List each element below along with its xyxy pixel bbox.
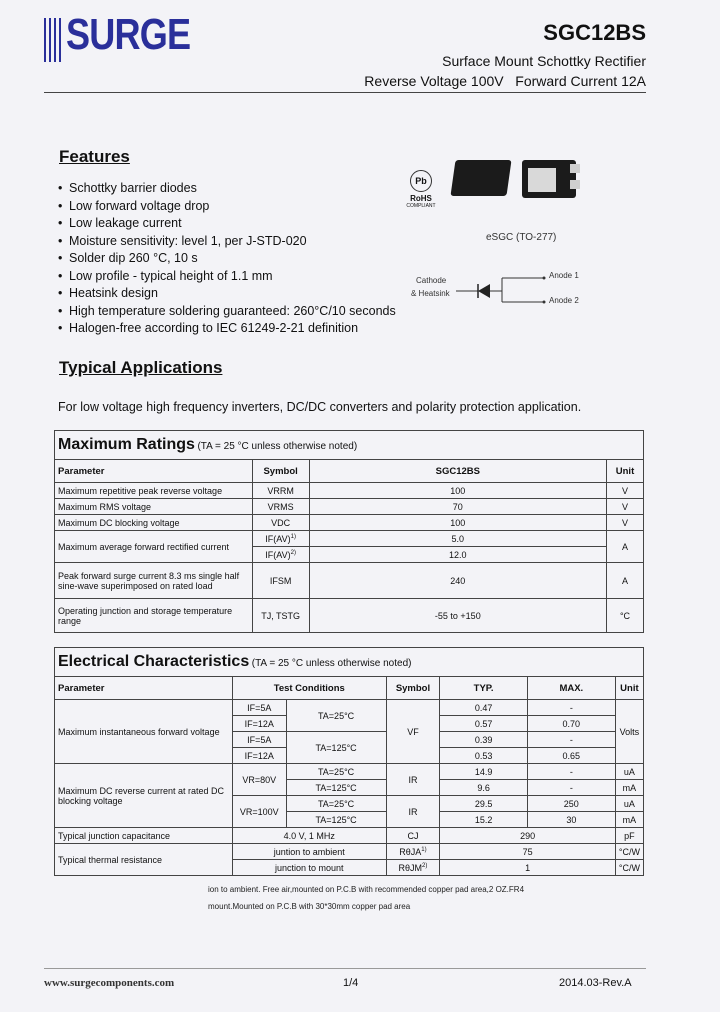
max-cell: 250 xyxy=(527,796,615,812)
unit-cell: uA xyxy=(615,764,643,780)
electrical-title: Electrical Characteristics xyxy=(58,653,250,670)
cond-cell: 4.0 V, 1 MHz xyxy=(232,828,386,844)
unit-cell: A xyxy=(607,563,644,599)
header-symbol: Symbol xyxy=(252,460,309,483)
value-cell: 70 xyxy=(309,499,606,515)
list-item: • Low forward voltage drop xyxy=(58,198,396,216)
typ-cell: 0.47 xyxy=(440,700,527,716)
logo: SURGE xyxy=(66,10,191,59)
max-ratings-title: Maximum Ratings xyxy=(58,436,195,453)
logo-bars xyxy=(44,18,64,62)
ta-cell: TA=125°C xyxy=(286,780,386,796)
unit-cell: °C xyxy=(607,599,644,633)
header-symbol: Symbol xyxy=(386,677,440,700)
table-row xyxy=(55,483,644,499)
symbol-cell: IF(AV)$^{2)}$ xyxy=(252,547,309,563)
header-unit: Unit xyxy=(615,677,643,700)
typ-cell: 0.39 xyxy=(440,732,527,748)
table-header-row xyxy=(55,677,644,700)
rohs-label: RoHS xyxy=(410,194,432,203)
unit-cell: °C/W xyxy=(615,860,643,876)
footnote-1: ion to ambient. Free air,mounted on P.C.B with recommended copper pad area,2 OZ.FR4 xyxy=(208,885,525,894)
max-cell: 0.65 xyxy=(527,748,615,764)
unit-cell: pF xyxy=(615,828,643,844)
features-list xyxy=(58,180,396,338)
unit-cell: V xyxy=(607,483,644,499)
ta-cell: TA=25°C xyxy=(286,764,386,780)
table-row xyxy=(55,515,644,531)
rohs-compliant: COMPLIANT xyxy=(406,203,436,209)
ta-cell: TA=125°C xyxy=(286,812,386,828)
param-cell: Operating junction and storage temperature range xyxy=(55,599,253,633)
features-title: Features xyxy=(59,147,130,166)
cond-cell: IF=5A xyxy=(232,732,286,748)
value-cell: 12.0 xyxy=(309,547,606,563)
param-cell: Maximum instantaneous forward voltage xyxy=(55,700,233,764)
symbol-cell: TJ, TSTG xyxy=(252,599,309,633)
symbol-cell: VRMS xyxy=(252,499,309,515)
cond-cell: IF=5A xyxy=(232,700,286,716)
max-cell: 30 xyxy=(527,812,615,828)
list-item: • Halogen-free according to IEC 61249-2-21 definition xyxy=(58,320,396,338)
param-cell: Peak forward surge current 8.3 ms single half sine-wave superimposed on rated load xyxy=(55,563,253,599)
applications-title: Typical Applications xyxy=(59,358,223,377)
typ-cell: 9.6 xyxy=(440,780,527,796)
unit-cell: A xyxy=(607,531,644,563)
ta-cell: TA=125°C xyxy=(286,732,386,764)
unit-cell: °C/W xyxy=(615,844,643,860)
applications-text: For low voltage high frequency inverters, DC/DC converters and polarity protection application. xyxy=(58,400,582,414)
unit-cell: V xyxy=(607,499,644,515)
footer-divider xyxy=(44,968,646,969)
param-cell: Typical junction capacitance xyxy=(55,828,233,844)
max-cell: 0.70 xyxy=(527,716,615,732)
value-cell: 290 xyxy=(440,828,615,844)
ta-cell: TA=25°C xyxy=(286,796,386,812)
pb-free-icon: Pb xyxy=(410,170,432,192)
list-item: • High temperature soldering guaranteed: 260°C/10 seconds xyxy=(58,303,396,321)
value-cell: -55 to +150 xyxy=(309,599,606,633)
table-row xyxy=(55,764,644,780)
cond-cell: VR=80V xyxy=(232,764,286,796)
list-item: • Low leakage current xyxy=(58,215,396,233)
cond-cell: IF=12A xyxy=(232,748,286,764)
header-parameter: Parameter xyxy=(55,460,253,483)
symbol-cell: VF xyxy=(386,700,440,764)
typ-cell: 0.57 xyxy=(440,716,527,732)
max-ratings-table xyxy=(54,430,644,633)
subtitle: Surface Mount Schottky Rectifier xyxy=(442,53,646,69)
typ-cell: 15.2 xyxy=(440,812,527,828)
ratings-line: Reverse Voltage 100V Forward Current 12A xyxy=(364,73,646,89)
website-link[interactable]: www.surgecomponents.com xyxy=(44,977,175,989)
max-cell: - xyxy=(527,764,615,780)
typ-cell: 14.9 xyxy=(440,764,527,780)
package-top-image xyxy=(450,160,511,196)
cond-cell: IF=12A xyxy=(232,716,286,732)
unit-cell: mA xyxy=(615,812,643,828)
symbol-cell: CJ xyxy=(386,828,440,844)
list-item: • Heatsink design xyxy=(58,285,396,303)
cond-cell: junction to mount xyxy=(232,860,386,876)
typ-cell: 29.5 xyxy=(440,796,527,812)
cond-cell: juntion to ambient xyxy=(232,844,386,860)
header-test-conditions: Test Conditions xyxy=(232,677,386,700)
max-ratings-note: (TA = 25 °C unless otherwise noted) xyxy=(197,441,358,452)
list-item: • Solder dip 260 °C, 10 s xyxy=(58,250,396,268)
value-cell: 240 xyxy=(309,563,606,599)
param-cell: Maximum DC reverse current at rated DC blocking voltage xyxy=(55,764,233,828)
value-cell: 1 xyxy=(440,860,615,876)
cond-cell: VR=100V xyxy=(232,796,286,828)
param-cell: Maximum repetitive peak reverse voltage xyxy=(55,483,253,499)
value-cell: 100 xyxy=(309,515,606,531)
value-cell: 75 xyxy=(440,844,615,860)
list-item: • Moisture sensitivity: level 1, per J-STD-020 xyxy=(58,233,396,251)
param-cell: Maximum RMS voltage xyxy=(55,499,253,515)
symbol-cell: VRRM xyxy=(252,483,309,499)
header-max: MAX. xyxy=(527,677,615,700)
value-cell: 100 xyxy=(309,483,606,499)
header-typ: TYP. xyxy=(440,677,527,700)
page-number: 1/4 xyxy=(343,977,359,989)
unit-cell: Volts xyxy=(615,700,643,764)
anode2-label: Anode 2 xyxy=(549,296,579,305)
package-name: eSGC (TO-277) xyxy=(486,232,557,243)
table-row xyxy=(55,599,644,633)
table-row xyxy=(55,700,644,716)
header-divider xyxy=(44,92,646,93)
unit-cell: V xyxy=(607,515,644,531)
unit-cell: mA xyxy=(615,780,643,796)
electrical-note: (TA = 25 °C unless otherwise noted) xyxy=(251,658,412,669)
package-bottom-image xyxy=(522,160,576,198)
symbol-cell: RθJA$^{1)}$ xyxy=(386,844,440,860)
header-parameter: Parameter xyxy=(55,677,233,700)
symbol-cell: IR xyxy=(386,796,440,828)
max-cell: - xyxy=(527,700,615,716)
heatsink-label: & Heatsink xyxy=(411,289,450,298)
header-value: SGC12BS xyxy=(309,460,606,483)
symbol-cell: IFSM xyxy=(252,563,309,599)
part-number: SGC12BS xyxy=(543,20,646,45)
electrical-table xyxy=(54,647,644,876)
table-row xyxy=(55,531,644,547)
footnote-2: mount.Mounted on P.C.B with 30*30mm copper pad area xyxy=(208,902,411,911)
param-cell: Typical thermal resistance xyxy=(55,844,233,876)
symbol-cell: IR xyxy=(386,764,440,796)
typ-cell: 0.53 xyxy=(440,748,527,764)
table-row xyxy=(55,828,644,844)
header-unit: Unit xyxy=(607,460,644,483)
anode1-label: Anode 1 xyxy=(549,271,579,280)
max-cell: - xyxy=(527,732,615,748)
cathode-label: Cathode xyxy=(416,276,447,285)
table-header-row xyxy=(55,460,644,483)
param-cell: Maximum average forward rectified current xyxy=(55,531,253,563)
unit-cell: uA xyxy=(615,796,643,812)
symbol-cell: IF(AV)$^{1)}$ xyxy=(252,531,309,547)
diode-symbol-icon xyxy=(456,268,552,312)
rohs-badge xyxy=(404,170,438,218)
table-row xyxy=(55,499,644,515)
list-item: • Schottky barrier diodes xyxy=(58,180,396,198)
list-item: • Low profile - typical height of 1.1 mm xyxy=(58,268,396,286)
revision: 2014.03-Rev.A xyxy=(559,977,632,989)
max-cell: - xyxy=(527,780,615,796)
symbol-cell: VDC xyxy=(252,515,309,531)
value-cell: 5.0 xyxy=(309,531,606,547)
table-row xyxy=(55,563,644,599)
symbol-cell: RθJM$^{2)}$ xyxy=(386,860,440,876)
param-cell: Maximum DC blocking voltage xyxy=(55,515,253,531)
ta-cell: TA=25°C xyxy=(286,700,386,732)
table-row xyxy=(55,844,644,860)
